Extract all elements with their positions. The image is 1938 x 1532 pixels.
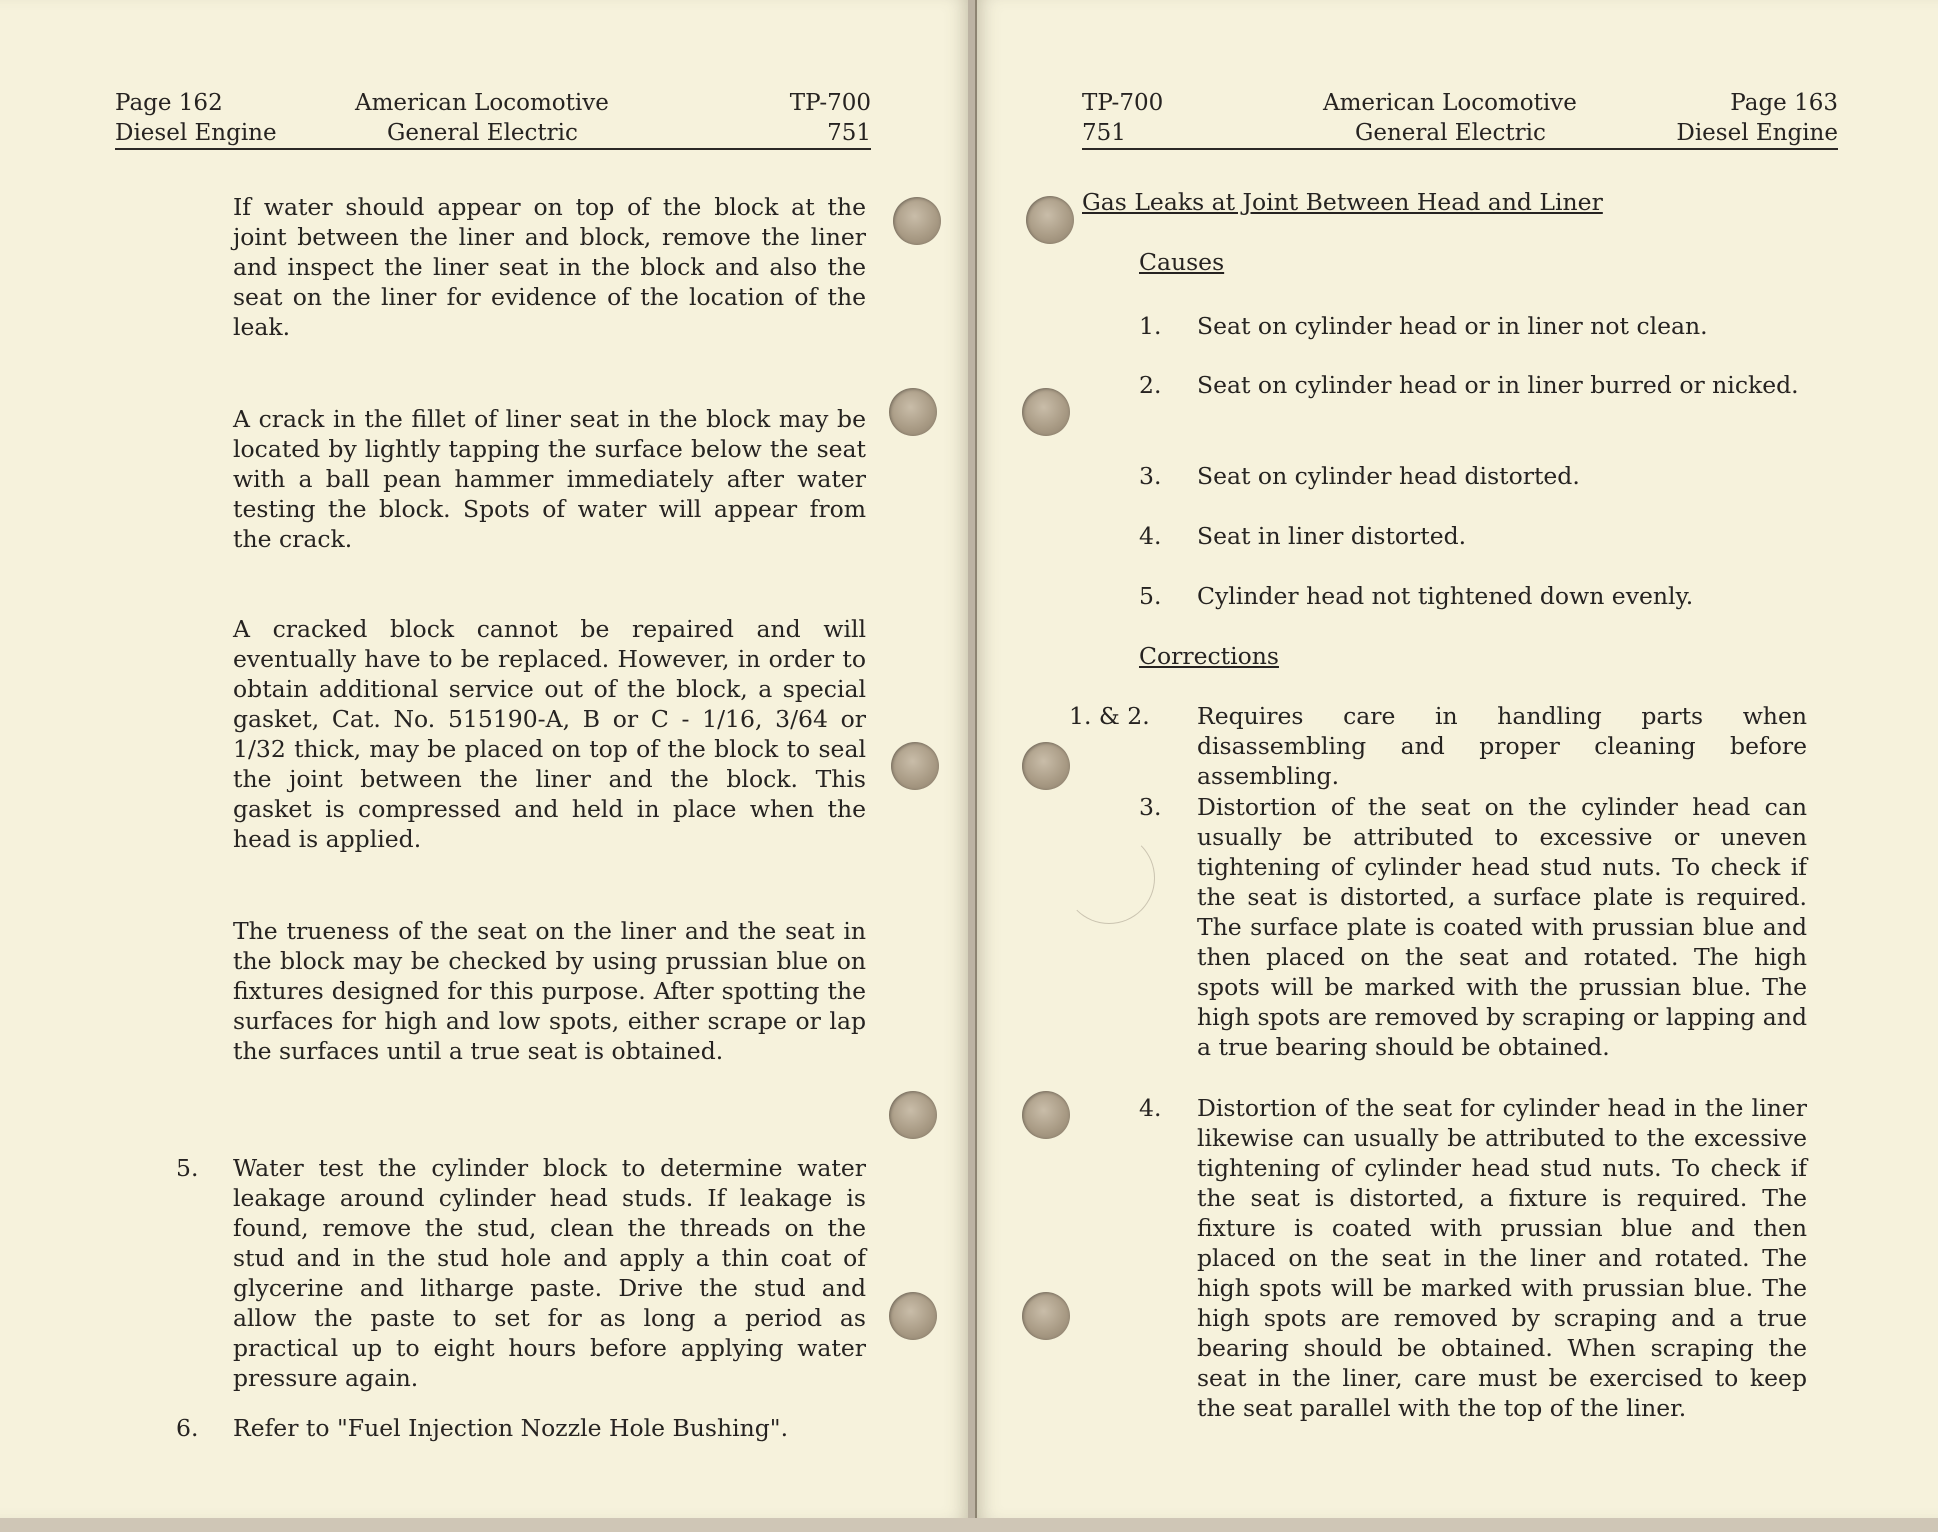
section-title: Gas Leaks at Joint Between Head and Liner (1082, 188, 1603, 216)
doc-code: TP-700 (1082, 90, 1164, 116)
correction-text: Distortion of the seat on the cylinder head can usually be attributed to excessive or uneven tightening of cylinder head stud nuts. To check if the seat is distorted, a surface plate is required. The surface plate is coated with prussian blue and then placed on the seat and rotated. The high spots will be marked with the prussian blue. The high spots are removed by scraping or lapping and a true bearing should be obtained. (1197, 793, 1807, 1061)
cause-number: 5. (1139, 582, 1162, 610)
correction-text: Requires care in handling parts when disassembling and proper cleaning before assembling. (1197, 702, 1807, 790)
company-line-1: American Locomotive (1323, 90, 1577, 116)
left-page-header (115, 88, 871, 150)
step-text: Refer to "Fuel Injection Nozzle Hole Bushing". (233, 1414, 789, 1442)
page-number: Page 162 (115, 90, 223, 116)
model-number: 751 (1082, 120, 1126, 146)
correction-text: Distortion of the seat for cylinder head in the liner likewise can usually be attributed to the excessive tightening of cylinder head stud nuts. To check if the seat is distorted, a fixture is required. The fixture is coated with prussian blue and then placed on the seat in the liner and rotated. The high spots will be marked with prussian blue. The high spots are removed by scraping and a true bearing should be obtained. When scraping the seat in the liner, care must be exercised to keep the seat parallel with the top of the liner. (1197, 1094, 1807, 1422)
step-text: Water test the cylinder block to determine water leakage around cylinder head studs. If leakage is found, remove the stud, clean the threads on the stud and in the stud hole and apply a thin coat of glycerine and litharge paste. Drive the stud and allow the paste to set for as long a period as practical up to eight hours before applying water pressure again. (233, 1154, 866, 1392)
left-page (0, 0, 970, 1518)
company-line-1: American Locomotive (355, 90, 609, 116)
paragraph: The trueness of the seat on the liner and the seat in the block may be checked by using prussian blue on fixtures designed for this purpose. After spotting the surfaces for high and low spots, either scrape or lap the surfaces until a true seat is obtained. (233, 917, 866, 1065)
binder-hole (889, 1292, 937, 1340)
corrections-heading: Corrections (1139, 642, 1279, 670)
step-number: 5. (176, 1154, 199, 1182)
header-rule (1082, 148, 1838, 150)
binder-hole (889, 1091, 937, 1139)
page-gutter (968, 0, 975, 1532)
cause-text: Seat on cylinder head or in liner not clean. (1197, 312, 1708, 340)
page-bottom-edge (0, 1518, 1938, 1532)
page-number: Page 163 (1730, 90, 1838, 116)
paragraph: A crack in the fillet of liner seat in the block may be located by lightly tapping the surface below the seat with a ball pean hammer immediately after water testing the block. Spots of water will appear from the crack. (233, 405, 866, 553)
correction-number: 4. (1139, 1094, 1162, 1122)
section-name: Diesel Engine (1676, 120, 1838, 146)
section-name: Diesel Engine (115, 120, 277, 146)
correction-number: 3. (1139, 793, 1162, 821)
binder-hole (889, 388, 937, 436)
cause-number: 2. (1139, 371, 1162, 399)
binder-hole (1022, 388, 1070, 436)
correction-number: 1. & 2. (1069, 702, 1150, 730)
cause-number: 1. (1139, 312, 1162, 340)
binder-hole (1022, 1091, 1070, 1139)
binder-hole (1026, 196, 1074, 244)
company-line-2: General Electric (387, 120, 578, 146)
cause-text: Cylinder head not tightened down evenly. (1197, 582, 1694, 610)
paragraph: A cracked block cannot be repaired and will eventually have to be replaced. However, in order to obtain additional service out of the block, a special gasket, Cat. No. 515190-A, B or C - 1/16, 3/64 or 1/32 thick, may be placed on top of the block to seal the joint between the liner and the block. This gasket is compressed and held in place when the head is applied. (233, 615, 866, 853)
right-page (975, 0, 1938, 1518)
hole-impression (1063, 832, 1155, 924)
paragraph: If water should appear on top of the block at the joint between the liner and block, remove the liner and inspect the liner seat in the block and also the seat on the liner for evidence of the location of the leak. (233, 193, 866, 341)
cause-text: Seat on cylinder head distorted. (1197, 462, 1580, 490)
binder-hole (1022, 1292, 1070, 1340)
doc-code: TP-700 (789, 90, 871, 116)
cause-number: 3. (1139, 462, 1162, 490)
causes-heading: Causes (1139, 248, 1225, 276)
binder-hole (891, 742, 939, 790)
cause-text: Seat in liner distorted. (1197, 522, 1467, 550)
cause-text: Seat on cylinder head or in liner burred or nicked. (1197, 371, 1799, 399)
binder-hole (1022, 742, 1070, 790)
binder-hole (893, 197, 941, 245)
right-page-header (1082, 88, 1838, 150)
header-rule (115, 148, 871, 150)
step-number: 6. (176, 1414, 199, 1442)
cause-number: 4. (1139, 522, 1162, 550)
model-number: 751 (827, 120, 871, 146)
company-line-2: General Electric (1355, 120, 1546, 146)
